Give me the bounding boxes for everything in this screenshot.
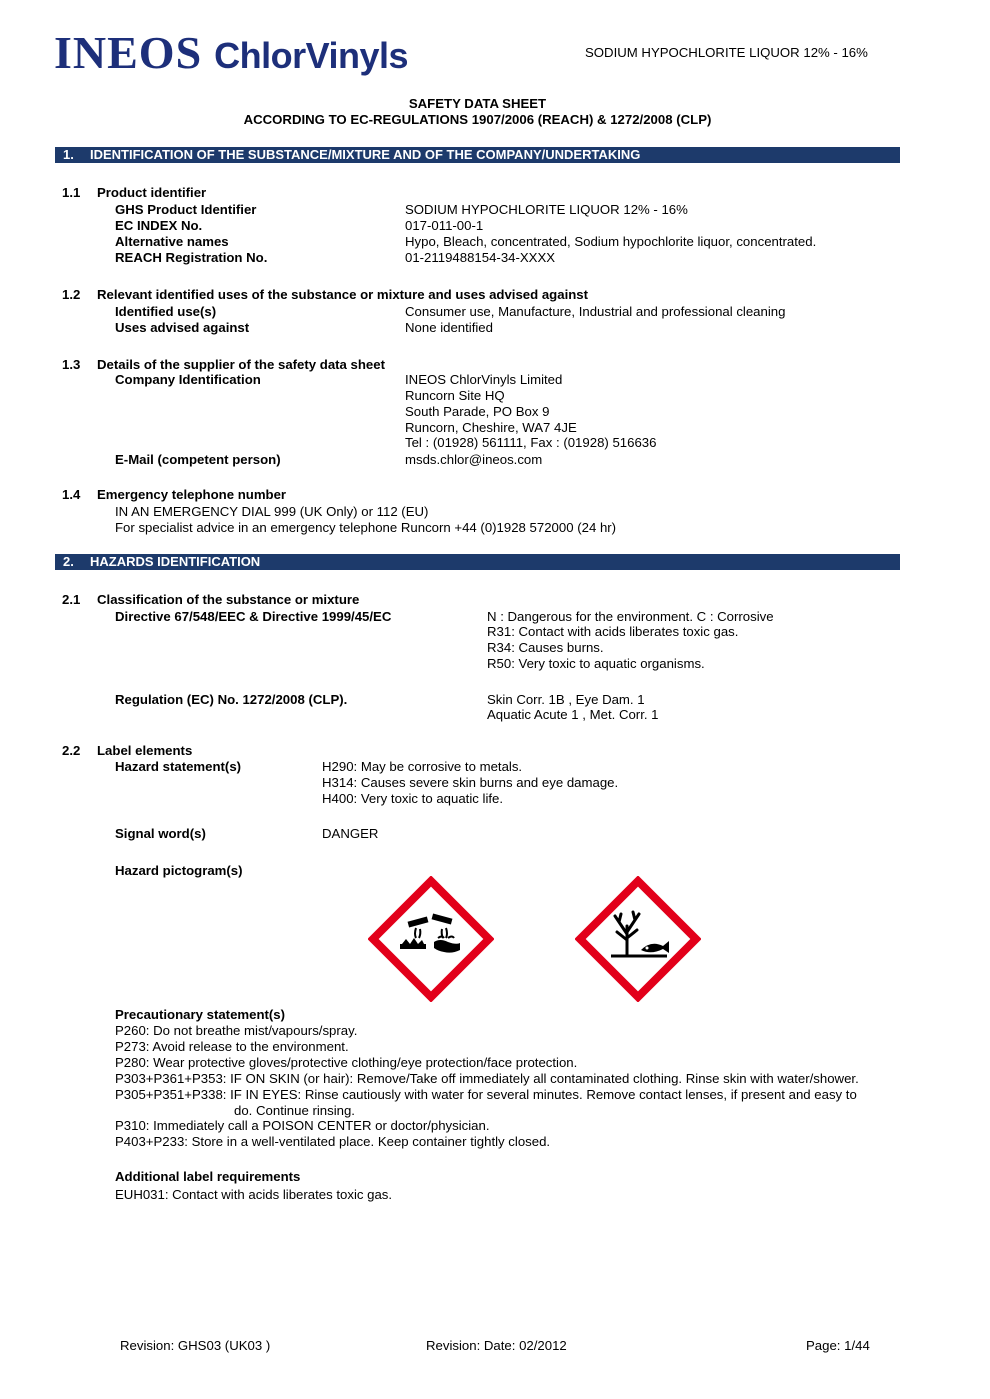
environment-pictogram xyxy=(575,876,701,1002)
header-product-name: SODIUM HYPOCHLORITE LIQUOR 12% - 16% xyxy=(585,45,868,60)
hazard-statement-line: H290: May be corrosive to metals. xyxy=(322,759,523,774)
emergency-line: IN AN EMERGENCY DIAL 999 (UK Only) or 112 (EU) xyxy=(115,504,429,519)
alternative-names-label: Alternative names xyxy=(115,234,229,249)
regulation-line: Aquatic Acute 1 , Met. Corr. 1 xyxy=(487,707,659,722)
logo-ineos-text: INEOS xyxy=(54,27,203,78)
section-2-title: HAZARDS IDENTIFICATION xyxy=(90,554,261,569)
footer-page-number: Page: 1/44 xyxy=(806,1338,870,1353)
ghs-identifier-value: SODIUM HYPOCHLORITE LIQUOR 12% - 16% xyxy=(405,202,688,217)
precaution-line: P273: Avoid release to the environment. xyxy=(115,1039,349,1054)
additional-label-requirements-value: EUH031: Contact with acids liberates toxic gas. xyxy=(115,1187,393,1202)
hazard-statement-line: H400: Very toxic to aquatic life. xyxy=(322,791,504,806)
precaution-line: P310: Immediately call a POISON CENTER or doctor/physician. xyxy=(115,1118,490,1133)
precaution-line: P260: Do not breathe mist/vapours/spray. xyxy=(115,1023,358,1038)
company-line: Tel : (01928) 561111, Fax : (01928) 516636 xyxy=(405,435,657,450)
regulation-line: Skin Corr. 1B , Eye Dam. 1 xyxy=(487,692,645,707)
precaution-line-continued: do. Continue rinsing. xyxy=(234,1103,355,1118)
alternative-names-value: Hypo, Bleach, concentrated, Sodium hypochlorite liquor, concentrated. xyxy=(405,234,817,249)
section-1-bar xyxy=(55,147,900,163)
company-line: South Parade, PO Box 9 xyxy=(405,404,550,419)
subsection-2-1-number: 2.1 xyxy=(62,592,81,607)
subsection-2-1-title: Classification of the substance or mixture xyxy=(97,592,360,607)
email-value: msds.chlor@ineos.com xyxy=(405,452,543,467)
logo-chlorvinyls-text: ChlorVinyls xyxy=(214,35,409,76)
ec-index-label: EC INDEX No. xyxy=(115,218,203,233)
subsection-1-1-title: Product identifier xyxy=(97,185,207,200)
emergency-line: For specialist advice in an emergency telephone Runcorn +44 (0)1928 572000 (24 hr) xyxy=(115,520,617,535)
company-logo xyxy=(54,27,409,86)
subsection-1-4-title: Emergency telephone number xyxy=(97,487,287,502)
subsection-1-3-number: 1.3 xyxy=(62,357,81,372)
hazard-pictogram-label: Hazard pictogram(s) xyxy=(115,863,243,878)
subsection-1-2-number: 1.2 xyxy=(62,287,81,302)
signal-word-label: Signal word(s) xyxy=(115,826,206,841)
section-2-number: 2. xyxy=(63,554,74,569)
subsection-1-1-number: 1.1 xyxy=(62,185,81,200)
precaution-line: P280: Wear protective gloves/protective clothing/eye protection/face protection. xyxy=(115,1055,578,1070)
company-line: Runcorn Site HQ xyxy=(405,388,505,403)
subsection-2-2-number: 2.2 xyxy=(62,743,81,758)
directive-label: Directive 67/548/EEC & Directive 1999/45/EC xyxy=(115,609,392,624)
reach-registration-value: 01-2119488154-34-XXXX xyxy=(405,250,556,265)
company-line: Runcorn, Cheshire, WA7 4JE xyxy=(405,420,577,435)
precaution-line: P303+P361+P353: IF ON SKIN (or hair): Remove/Take off immediately all contaminated clothing. Rinse skin with water/shower. xyxy=(115,1071,859,1086)
uses-advised-against-label: Uses advised against xyxy=(115,320,250,335)
directive-line: N : Dangerous for the environment. C : Corrosive xyxy=(487,609,774,624)
subsection-2-2-title: Label elements xyxy=(97,743,193,758)
corrosion-pictogram xyxy=(368,876,494,1002)
section-1-title: IDENTIFICATION OF THE SUBSTANCE/MIXTURE AND OF THE COMPANY/UNDERTAKING xyxy=(90,147,641,162)
directive-line: R34: Causes burns. xyxy=(487,640,604,655)
ec-index-value: 017-011-00-1 xyxy=(405,218,484,233)
directive-line: R31: Contact with acids liberates toxic gas. xyxy=(487,624,739,639)
subsection-1-3-title: Details of the supplier of the safety data sheet xyxy=(97,357,385,372)
directive-line: R50: Very toxic to aquatic organisms. xyxy=(487,656,705,671)
document-title: SAFETY DATA SHEET xyxy=(408,96,547,111)
identified-uses-label: Identified use(s) xyxy=(115,304,217,319)
subsection-1-2-title: Relevant identified uses of the substance or mixture and uses advised against xyxy=(97,287,589,302)
signal-word-value: DANGER xyxy=(322,826,379,841)
subsection-1-4-number: 1.4 xyxy=(62,487,81,502)
reach-registration-label: REACH Registration No. xyxy=(115,250,268,265)
footer-revision: Revision: GHS03 (UK03 ) xyxy=(120,1338,271,1353)
section-2-bar xyxy=(55,554,900,570)
regulation-label: Regulation (EC) No. 1272/2008 (CLP). xyxy=(115,692,348,707)
footer-revision-date: Revision: Date: 02/2012 xyxy=(426,1338,567,1353)
precautionary-statements-label: Precautionary statement(s) xyxy=(115,1007,286,1022)
precaution-line: P403+P233: Store in a well-ventilated place. Keep container tightly closed. xyxy=(115,1134,551,1149)
hazard-statement-line: H314: Causes severe skin burns and eye damage. xyxy=(322,775,619,790)
email-label: E-Mail (competent person) xyxy=(115,452,281,467)
identified-uses-value: Consumer use, Manufacture, Industrial and professional cleaning xyxy=(405,304,786,319)
ghs-identifier-label: GHS Product Identifier xyxy=(115,202,257,217)
section-1-number: 1. xyxy=(63,147,74,162)
company-identification-label: Company Identification xyxy=(115,372,261,387)
precaution-line: P305+P351+P338: IF IN EYES: Rinse cautiously with water for several minutes. Remove contact lenses, if present and easy to xyxy=(115,1087,857,1102)
uses-advised-against-value: None identified xyxy=(405,320,493,335)
company-line: INEOS ChlorVinyls Limited xyxy=(405,372,563,387)
hazard-statements-label: Hazard statement(s) xyxy=(115,759,242,774)
additional-label-requirements-label: Additional label requirements xyxy=(115,1169,301,1184)
document-subtitle: ACCORDING TO EC-REGULATIONS 1907/2006 (REACH) & 1272/2008 (CLP) xyxy=(243,112,712,127)
